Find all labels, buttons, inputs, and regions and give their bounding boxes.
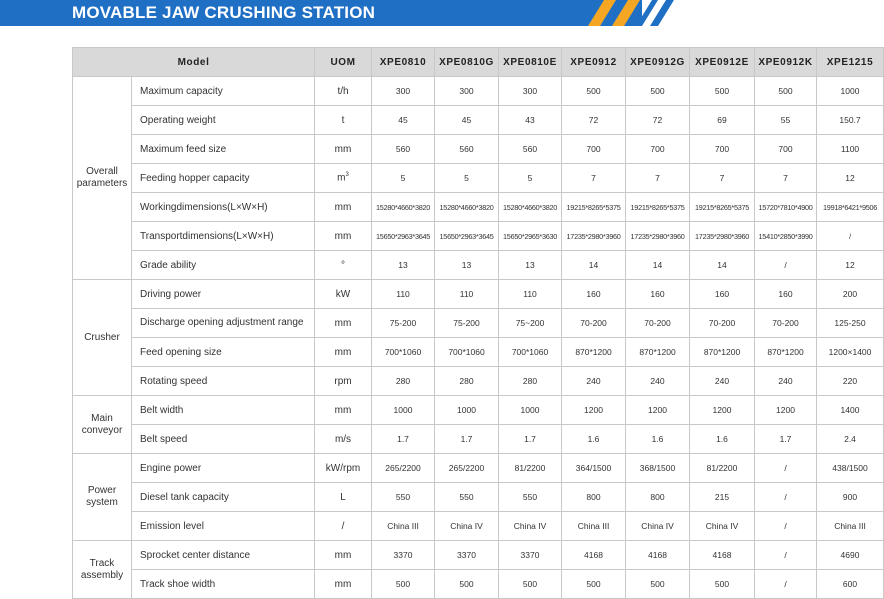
model-col-header: XPE0912K [755,48,817,77]
table-row [73,251,884,280]
value-cell: 1200 [755,396,817,425]
value-cell: 500 [626,77,690,106]
value-cell: 280 [435,367,499,396]
value-cell: 500 [626,570,690,599]
value-cell: 280 [372,367,435,396]
model-col-header: XPE0810G [435,48,499,77]
value-cell: 240 [626,367,690,396]
value-cell: 45 [372,106,435,135]
param-label: Operating weight [132,106,315,135]
model-col-header: XPE0912 [562,48,626,77]
uom-cell [315,280,372,309]
value-cell: 13 [499,251,562,280]
value-cell: 19918*6421*9506 [817,193,884,222]
param-label: Diesel tank capacity [132,483,315,512]
uom-text: rpm [334,375,352,387]
table-row [73,164,884,193]
value-cell: 1.6 [690,425,755,454]
value-cell: 72 [626,106,690,135]
value-cell: 4168 [626,541,690,570]
uom-cell [315,338,372,367]
value-cell: 1.6 [626,425,690,454]
uom-text: mm [334,404,352,416]
value-cell: 160 [562,280,626,309]
value-cell: 1200 [562,396,626,425]
value-cell: 7 [690,164,755,193]
uom-cell [315,135,372,164]
value-cell: 13 [372,251,435,280]
value-cell: China III [372,512,435,541]
value-cell: 240 [562,367,626,396]
value-cell: China IV [690,512,755,541]
value-cell: 70-200 [626,309,690,338]
value-cell: China III [817,512,884,541]
uom-cell [315,367,372,396]
uom-text: t/h [337,85,349,97]
value-cell: 81/2200 [499,454,562,483]
value-cell: 600 [817,570,884,599]
value-cell: 125-250 [817,309,884,338]
uom-cell [315,222,372,251]
param-label: Track shoe width [132,570,315,599]
value-cell: 1200 [626,396,690,425]
value-cell: 870*1200 [562,338,626,367]
value-cell: 15280*4660*3820 [372,193,435,222]
value-cell: / [755,483,817,512]
value-cell: 15410*2850*3990 [755,222,817,251]
table-row [73,425,884,454]
model-col-header: XPE1215 [817,48,884,77]
value-cell: 72 [562,106,626,135]
table-row [73,367,884,396]
value-cell: 15650*2965*3630 [499,222,562,251]
table-row [73,222,884,251]
value-cell: 15280*4660*3820 [499,193,562,222]
uom-text: / [341,520,345,532]
model-col-header: XPE0810E [499,48,562,77]
value-cell: 110 [435,280,499,309]
value-cell: 560 [372,135,435,164]
table-row [73,541,884,570]
value-cell: 300 [372,77,435,106]
value-cell: 69 [690,106,755,135]
value-cell: 5 [372,164,435,193]
uom-cell [315,193,372,222]
value-cell: 500 [499,570,562,599]
uom-cell [315,425,372,454]
value-cell: 110 [499,280,562,309]
uom-cell [315,541,372,570]
table-row [73,309,884,338]
value-cell: 70-200 [690,309,755,338]
value-cell: 1200 [690,396,755,425]
table-header-row [73,48,884,77]
value-cell: 81/2200 [690,454,755,483]
value-cell: 220 [817,367,884,396]
value-cell: 2.4 [817,425,884,454]
value-cell: 4168 [690,541,755,570]
value-cell: 560 [435,135,499,164]
value-cell: 1400 [817,396,884,425]
table-row [73,77,884,106]
value-cell: 280 [499,367,562,396]
uom-text: kW/rpm [325,462,361,474]
value-cell: 1.7 [755,425,817,454]
table-row [73,512,884,541]
value-cell: 55 [755,106,817,135]
value-cell: 550 [435,483,499,512]
value-cell: 300 [435,77,499,106]
uom-cell [315,309,372,338]
value-cell: 15650*2963*3645 [435,222,499,251]
uom-text: mm [334,317,352,329]
spec-table-body [73,77,884,599]
value-cell: 3370 [435,541,499,570]
value-cell: 265/2200 [372,454,435,483]
uom-cell [315,164,372,193]
value-cell: 160 [755,280,817,309]
uom-cell [315,77,372,106]
param-label: Workingdimensions(L×W×H) [132,193,315,222]
value-cell: / [817,222,884,251]
value-cell: 240 [690,367,755,396]
value-cell: 150.7 [817,106,884,135]
value-cell: 75-200 [372,309,435,338]
value-cell: 1000 [499,396,562,425]
param-label: Feeding hopper capacity [132,164,315,193]
value-cell: 14 [562,251,626,280]
uom-text: mm [334,201,352,213]
uom-text: L [340,491,346,503]
param-label: Maximum feed size [132,135,315,164]
param-label: Rotating speed [132,367,315,396]
uom-superscript: 3 [345,172,349,179]
param-label: Belt width [132,396,315,425]
value-cell: 1000 [372,396,435,425]
value-cell: 45 [435,106,499,135]
value-cell: 12 [817,251,884,280]
param-label: Engine power [132,454,315,483]
value-cell: 870*1200 [755,338,817,367]
group-label: Power system [73,454,132,541]
value-cell: 160 [690,280,755,309]
value-cell: 870*1200 [626,338,690,367]
value-cell: 500 [690,570,755,599]
value-cell: 3370 [499,541,562,570]
uom-cell [315,570,372,599]
value-cell: 265/2200 [435,454,499,483]
table-row [73,106,884,135]
uom-text: ° [341,259,346,271]
uom-text: mm [334,346,352,358]
value-cell: 1.7 [435,425,499,454]
value-cell: 500 [690,77,755,106]
value-cell: 560 [499,135,562,164]
value-cell: 240 [755,367,817,396]
value-cell: 17235*2980*3960 [690,222,755,251]
uom-text: m/s [334,433,352,445]
group-label: Main conveyor [73,396,132,454]
value-cell: 1.6 [562,425,626,454]
value-cell: 500 [435,570,499,599]
value-cell: 15720*7810*4900 [755,193,817,222]
spec-table [72,47,884,599]
value-cell: 1.7 [372,425,435,454]
value-cell: 200 [817,280,884,309]
value-cell: 7 [626,164,690,193]
value-cell: 13 [435,251,499,280]
model-col-header: XPE0810 [372,48,435,77]
value-cell: 500 [562,77,626,106]
value-cell: 75~200 [499,309,562,338]
uom-text: kW [335,288,351,300]
value-cell: 1100 [817,135,884,164]
value-cell: 1000 [817,77,884,106]
group-label: Track assembly [73,541,132,599]
value-cell: 15280*4660*3820 [435,193,499,222]
param-label: Emission level [132,512,315,541]
model-header: Model [73,48,315,77]
value-cell: 75-200 [435,309,499,338]
uom-text: mm [334,549,352,561]
param-label: Transportdimensions(L×W×H) [132,222,315,251]
table-row [73,454,884,483]
value-cell: 550 [372,483,435,512]
value-cell: 5 [435,164,499,193]
uom-cell [315,396,372,425]
uom-cell [315,483,372,512]
value-cell: 110 [372,280,435,309]
param-label: Discharge opening adjustment range [132,309,315,338]
param-label: Sprocket center distance [132,541,315,570]
uom-header: UOM [315,48,372,77]
value-cell: 700 [690,135,755,164]
value-cell: 900 [817,483,884,512]
table-row [73,570,884,599]
table-row [73,396,884,425]
table-row [73,280,884,309]
table-row [73,135,884,164]
value-cell: 17235*2980*3960 [626,222,690,251]
value-cell: 300 [499,77,562,106]
uom-text: t [341,114,345,126]
value-cell: 368/1500 [626,454,690,483]
value-cell: 4690 [817,541,884,570]
value-cell: 5 [499,164,562,193]
uom-text: m [337,172,346,184]
value-cell: 800 [626,483,690,512]
uom-cell [315,251,372,280]
value-cell: 160 [626,280,690,309]
value-cell: 700 [562,135,626,164]
uom-cell [315,454,372,483]
uom-text: mm [334,230,352,242]
value-cell: / [755,251,817,280]
value-cell: / [755,512,817,541]
table-row [73,193,884,222]
value-cell: 1.7 [499,425,562,454]
uom-text: mm [334,578,352,590]
value-cell: 7 [562,164,626,193]
value-cell: 7 [755,164,817,193]
value-cell: 14 [690,251,755,280]
value-cell: 1200×1400 [817,338,884,367]
value-cell: / [755,454,817,483]
uom-text: mm [334,143,352,155]
value-cell: / [755,570,817,599]
param-label: Grade ability [132,251,315,280]
table-row [73,338,884,367]
table-row [73,483,884,512]
value-cell: 215 [690,483,755,512]
value-cell: 700*1060 [435,338,499,367]
value-cell: 3370 [372,541,435,570]
group-label: Crusher [73,280,132,396]
model-col-header: XPE0912G [626,48,690,77]
value-cell: 550 [499,483,562,512]
value-cell: 4168 [562,541,626,570]
value-cell: China IV [626,512,690,541]
param-label: Feed opening size [132,338,315,367]
value-cell: 870*1200 [690,338,755,367]
value-cell: 700*1060 [499,338,562,367]
value-cell: 17235*2980*3960 [562,222,626,251]
model-col-header: XPE0912E [690,48,755,77]
value-cell: 500 [755,77,817,106]
value-cell: 500 [562,570,626,599]
value-cell: 43 [499,106,562,135]
group-label: Overall parameters [73,77,132,280]
header-banner [0,0,825,26]
value-cell: 15650*2963*3645 [372,222,435,251]
uom-cell [315,106,372,135]
page-title: MOVABLE JAW CRUSHING STATION [72,3,376,22]
value-cell: 700 [755,135,817,164]
value-cell: 19215*8265*5375 [562,193,626,222]
value-cell: 14 [626,251,690,280]
param-label: Driving power [132,280,315,309]
value-cell: 438/1500 [817,454,884,483]
value-cell: 19215*8265*5375 [626,193,690,222]
value-cell: China IV [499,512,562,541]
value-cell: 70-200 [755,309,817,338]
value-cell: 1000 [435,396,499,425]
value-cell: 800 [562,483,626,512]
value-cell: 19215*8265*5375 [690,193,755,222]
value-cell: 364/1500 [562,454,626,483]
value-cell: 12 [817,164,884,193]
value-cell: 70-200 [562,309,626,338]
value-cell: China III [562,512,626,541]
uom-cell [315,512,372,541]
value-cell: / [755,541,817,570]
param-label: Maximum capacity [132,77,315,106]
value-cell: 500 [372,570,435,599]
value-cell: 700*1060 [372,338,435,367]
value-cell: 700 [626,135,690,164]
stripes-decoration-icon [578,0,678,26]
value-cell: China IV [435,512,499,541]
param-label: Belt speed [132,425,315,454]
